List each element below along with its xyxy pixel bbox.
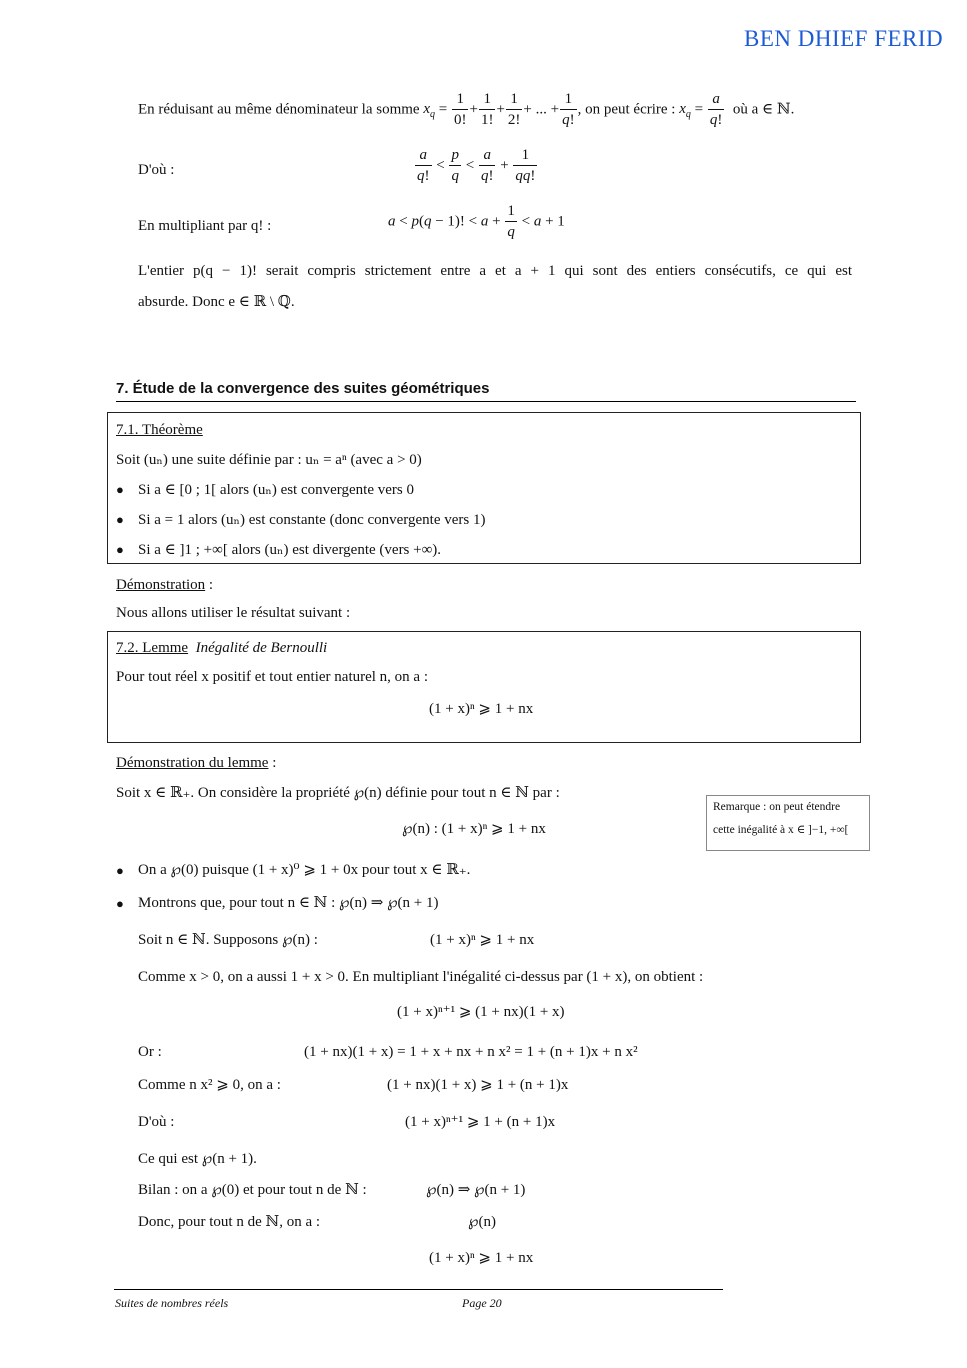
donc-label: Donc, pour tout n de ℕ, on a : <box>138 1214 321 1230</box>
bullet-icon: ● <box>116 482 124 497</box>
theorem-intro: Soit (uₙ) une suite définie par : uₙ = aⁿ (avec a > 0) <box>116 452 422 468</box>
reduction-tail: où a ∈ ℕ. <box>732 101 795 118</box>
comme-line: Comme x > 0, on a aussi 1 + x > 0. En multipliant l'inégalité ci-dessus par (1 + x), on obtient : <box>138 969 704 985</box>
mult-label: En multipliant par q! : <box>138 218 272 234</box>
suppose-label: Soit n ∈ ℕ. Supposons ℘(n) : <box>138 932 318 948</box>
lemma-proof-colon: : <box>268 755 277 771</box>
comme2-formula: (1 + nx)(1 + x) ⩾ 1 + (n + 1)x <box>387 1077 569 1093</box>
bilan-label: Bilan : on a ℘(0) et pour tout n de ℕ : <box>138 1182 367 1198</box>
remark-line-2: cette inégalité à x ∈ ]−1, +∞[ <box>713 824 849 836</box>
page-number: Page 20 <box>462 1296 502 1310</box>
or-label: Or : <box>138 1044 162 1060</box>
suppose-formula: (1 + x)ⁿ ⩾ 1 + nx <box>430 932 535 948</box>
footer-title: Suites de nombres réels <box>115 1296 229 1310</box>
lemma-proof-title: Démonstration du lemme <box>116 755 269 771</box>
lemma-title: 7.2. Lemme <box>116 640 189 656</box>
lemma-statement: Pour tout réel x positif et tout entier naturel n, on a : <box>116 669 429 685</box>
bullet-icon: ● <box>116 863 124 878</box>
remark-box <box>706 795 870 851</box>
bilan-formula: ℘(n) ⇒ ℘(n + 1) <box>426 1182 526 1198</box>
lemma-heading <box>116 639 327 657</box>
lemma-subtitle: Inégalité de Bernoulli <box>195 640 328 656</box>
demo-colon: : <box>205 577 214 593</box>
bullet-icon: ● <box>116 542 124 557</box>
lemma-formula: (1 + x)ⁿ ⩾ 1 + nx <box>429 701 534 717</box>
reduction-text: En réduisant au même dénominateur la somme <box>138 101 420 118</box>
section-heading: 7. Étude de la convergence des suites géométriques <box>116 380 490 397</box>
demo-intro: Nous allons utiliser le résultat suivant : <box>116 605 351 621</box>
donc-formula: ℘(n) <box>468 1214 496 1230</box>
author-brand: BEN DHIEF FERID <box>744 26 944 51</box>
hered-step: Montrons que, pour tout n ∈ ℕ : ℘(n) ⇒ ℘(n + 1) <box>138 895 439 911</box>
dou-label-1: D'où : <box>138 162 175 178</box>
dou-formula-2: (1 + x)ⁿ⁺¹ ⩾ 1 + (n + 1)x <box>405 1114 556 1130</box>
demo-heading <box>116 576 213 594</box>
mult-inequality: a < p(q − 1)! < a + $\frac{1}{q}$ < a + 1 <box>388 203 565 240</box>
footer-rule <box>114 1289 723 1290</box>
obtain-formula: (1 + x)ⁿ⁺¹ ⩾ (1 + nx)(1 + x) <box>397 1004 565 1020</box>
demo-title: Démonstration <box>116 577 206 593</box>
or-formula: (1 + nx)(1 + x) = 1 + x + nx + n x² = 1 + (n + 1)x + n x² <box>304 1044 638 1060</box>
final-formula: (1 + x)ⁿ ⩾ 1 + nx <box>429 1250 534 1266</box>
comme2-label: Comme n x² ⩾ 0, on a : <box>138 1077 281 1093</box>
lemma-proof-line-1: Soit x ∈ ℝ₊. On considère la propriété ℘(n) définie pour tout n ∈ ℕ par : <box>116 785 560 801</box>
init-step: On a ℘(0) puisque (1 + x)⁰ ⩾ 1 + 0x pour tout x ∈ ℝ₊. <box>138 862 471 878</box>
reduction-line: En réduisant au même dénominateur la somme $x_q$ = $\frac{1}{0!}$ + $\frac{1}{1!}$ + $\frac{1}{2!}$ + ... + $\frac{1}{q!}$ , on peut écrire : $x_q$ = $\frac{a}{q!}$ où a ∈ ℕ. <box>138 91 795 128</box>
reduction-suffix: , on peut écrire : <box>577 101 676 118</box>
section-rule <box>116 401 856 402</box>
remark-line-1: Remarque : on peut étendre <box>713 801 841 813</box>
dou-label-2: D'où : <box>138 1114 175 1130</box>
theorem-item-2: Si a = 1 alors (uₙ) est constante (donc convergente vers 1) <box>138 512 486 528</box>
bullet-icon: ● <box>116 896 124 911</box>
bullet-icon: ● <box>116 512 124 527</box>
theorem-item-3: Si a ∈ ]1 ; +∞[ alors (uₙ) est divergente (vers +∞). <box>138 542 442 558</box>
property-definition: ℘(n) : (1 + x)ⁿ ⩾ 1 + nx <box>402 821 546 837</box>
theorem-item-1: Si a ∈ [0 ; 1[ alors (uₙ) est convergente vers 0 <box>138 482 414 498</box>
conclusion-line-1: L'entier p(q − 1)! serait compris strictement entre a et a + 1 qui sont des entiers consécutifs, ce qui est <box>138 263 852 279</box>
ce-qui-line: Ce qui est ℘(n + 1). <box>138 1151 257 1167</box>
lemma-proof-heading <box>116 754 276 772</box>
conclusion-line-2: absurde. Donc e ∈ ℝ \ ℚ. <box>138 294 295 310</box>
dou-inequality-1: $\frac{a}{q!}$ < $\frac{p}{q}$ < $\frac{a}{q!}$ + $\frac{1}{qq!}$ <box>417 147 536 184</box>
theorem-title: 7.1. Théorème <box>116 422 203 438</box>
